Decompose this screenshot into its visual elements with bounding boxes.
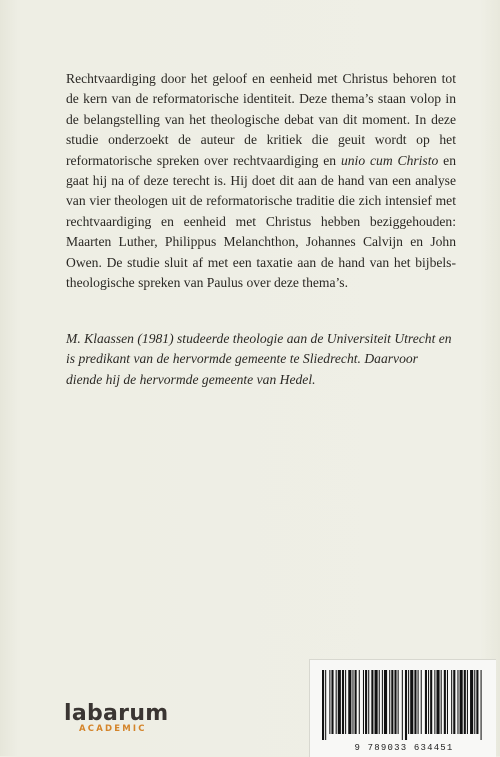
barcode-bar (384, 670, 387, 734)
barcode-bar (348, 670, 351, 734)
barcode-bar (325, 670, 326, 740)
barcode-bar (371, 670, 373, 734)
barcode-bar (405, 670, 407, 740)
barcode-bar (363, 670, 364, 734)
barcode-bar (436, 670, 439, 734)
barcode-bar (336, 670, 337, 734)
barcode-bar (382, 670, 383, 734)
barcode-bar (418, 670, 419, 734)
barcode-bar (460, 670, 463, 734)
barcode-bar (322, 670, 324, 740)
barcode-bar (421, 670, 422, 734)
isbn-digits: 9 789033 634451 (354, 743, 454, 753)
barcode-bar (425, 670, 427, 734)
barcode-bar (464, 670, 466, 734)
barcode-bar (414, 670, 416, 734)
blurb-part-2: en gaat hij na of deze terecht is. Hij doet dit aan de hand van een analyse van vier theologen uit de reformatorische traditie die zich intensief met rechtvaardiging en eenheid met Christus hebben beziggehouden: Maarten Luther, Philippus Melanchthon, Johannes Calvijn en John Owen. De studie sluit af met een taxatie aan de hand van het bijbels-theologische spreken van Paulus over deze thema’s. (66, 152, 456, 291)
barcode-bar (470, 670, 473, 734)
barcode-bar (402, 670, 403, 740)
barcode-bar (410, 670, 413, 734)
author-bio: M. Klaassen (1981) studeerde theologie aan de Universiteit Utrecht en is predikant van de hervormde gemeente te Sliedrecht. Daarvoor diende hij de hervormde gemeente van Hedel. (66, 331, 452, 387)
barcode-bar (375, 670, 378, 734)
barcode-bar (338, 670, 341, 734)
barcode-bar (476, 670, 478, 734)
blurb-italic-term: unio cum Christo (340, 152, 439, 168)
barcode-bar (329, 670, 330, 734)
barcode-bar (345, 670, 346, 734)
barcode-bar (451, 670, 452, 734)
blurb-text (66, 69, 456, 293)
barcode-bar (379, 670, 380, 734)
publisher-logo (64, 703, 169, 734)
publisher-subtitle: ACADEMIC (79, 724, 147, 734)
barcode-bar (428, 670, 429, 734)
barcode-bar (474, 670, 475, 734)
barcode-bar (342, 670, 344, 734)
barcode-bar (444, 670, 446, 734)
publisher-name: labarum (64, 701, 169, 726)
barcode-bar (457, 670, 458, 734)
blurb-part-1: Rechtvaardiging door het geloof en eenheid met Christus behoren tot de kern van de reformatorische identiteit. Deze thema’s staan volop in de belangstelling van het theologische debat van dit moment. In deze studie onderzoekt de auteur de kritiek die geuit wordt op het reformatorische spreken over rechtvaardiging en (66, 71, 456, 168)
barcode-bar (368, 670, 369, 734)
barcode-bar (447, 670, 448, 734)
barcode-bar (359, 670, 360, 734)
barcode-bar (394, 670, 396, 734)
barcode-bar (441, 670, 442, 734)
barcode-bar (408, 670, 409, 734)
barcode-bar (430, 670, 432, 734)
barcode-bar (467, 670, 468, 734)
barcode-bar (398, 670, 399, 734)
barcode-bar (352, 670, 353, 734)
barcode-bar (434, 670, 435, 734)
barcode-bars (320, 670, 486, 740)
barcode-bar (365, 670, 367, 734)
barcode-bar (331, 670, 333, 734)
barcode-bar (355, 670, 357, 734)
barcode-bar (391, 670, 393, 734)
barcode-bar (453, 670, 455, 734)
barcode-bar (481, 670, 482, 740)
barcode-bar (389, 670, 390, 734)
isbn-barcode (309, 659, 496, 757)
